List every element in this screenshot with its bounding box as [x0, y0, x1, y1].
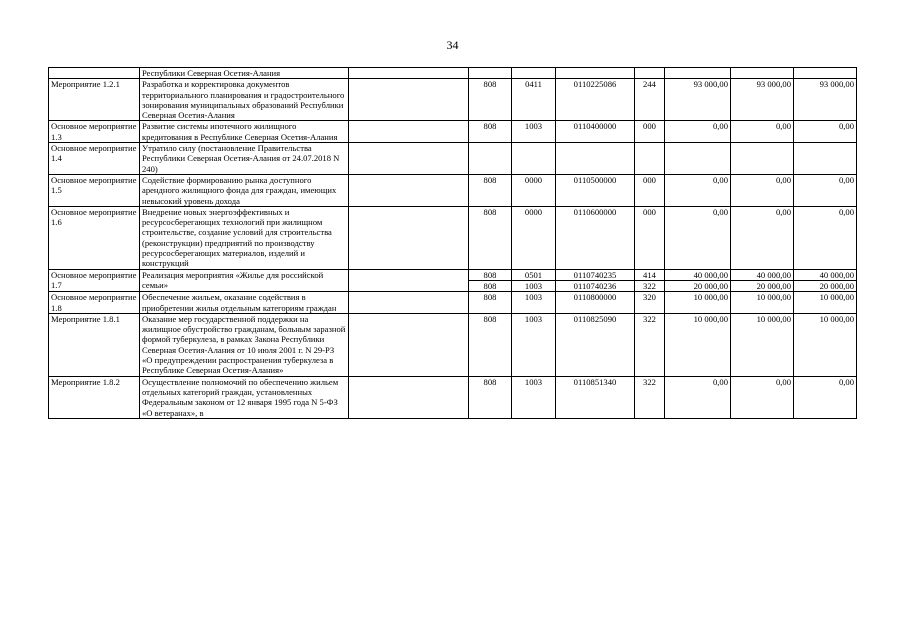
- expense-type-cell: 322: [635, 313, 665, 376]
- amount-year3-cell: 20 000,00: [794, 280, 857, 291]
- measure-description-cell: Обеспечение жильем, оказание содействия в приобретении жилья отдельным категориям граждан: [140, 292, 349, 314]
- executor-cell: [349, 376, 469, 418]
- executor-cell: [349, 313, 469, 376]
- expense-type-cell: 000: [635, 121, 665, 143]
- grbs-code-cell: 808: [469, 280, 512, 291]
- amount-year1-cell: 20 000,00: [665, 280, 731, 291]
- amount-year2-cell: 10 000,00: [731, 292, 794, 314]
- section-code-cell: 1003: [512, 292, 556, 314]
- section-code-cell: 1003: [512, 280, 556, 291]
- amount-year3-cell: 10 000,00: [794, 313, 857, 376]
- target-article-cell: 0110800000: [556, 292, 635, 314]
- table-row: [49, 313, 857, 376]
- amount-year3-cell: 40 000,00: [794, 269, 857, 280]
- table-body: [49, 68, 857, 419]
- budget-table: [48, 67, 857, 419]
- grbs-code-cell: 808: [469, 376, 512, 418]
- expense-type-cell: 000: [635, 174, 665, 206]
- target-article-cell: [556, 68, 635, 79]
- amount-year1-cell: 10 000,00: [665, 313, 731, 376]
- measure-name-cell: Мероприятие 1.8.1: [49, 313, 140, 376]
- measure-name-cell: Основное мероприятие 1.5: [49, 174, 140, 206]
- executor-cell: [349, 206, 469, 269]
- section-code-cell: 0501: [512, 269, 556, 280]
- executor-cell: [349, 79, 469, 121]
- expense-type-cell: 244: [635, 79, 665, 121]
- table-row: [49, 206, 857, 269]
- section-code-cell: [512, 68, 556, 79]
- measure-description-cell: Утратило силу (постановление Правительства Республики Северная Осетия-Алания от 24.07.2018 N 240): [140, 143, 349, 175]
- grbs-code-cell: [469, 143, 512, 175]
- target-article-cell: 0110825090: [556, 313, 635, 376]
- amount-year2-cell: 40 000,00: [731, 269, 794, 280]
- amount-year3-cell: 0,00: [794, 121, 857, 143]
- target-article-cell: 0110851340: [556, 376, 635, 418]
- amount-year1-cell: 40 000,00: [665, 269, 731, 280]
- measure-description-cell: Содействие формированию рынка доступного арендного жилищного фонда для граждан, имеющих невысокий уровень дохода: [140, 174, 349, 206]
- executor-cell: [349, 174, 469, 206]
- table-row: [49, 269, 857, 280]
- executor-cell: [349, 121, 469, 143]
- table-row: [49, 292, 857, 314]
- table-row: [49, 79, 857, 121]
- grbs-code-cell: [469, 68, 512, 79]
- amount-year1-cell: 93 000,00: [665, 79, 731, 121]
- amount-year1-cell: 10 000,00: [665, 292, 731, 314]
- amount-year3-cell: [794, 143, 857, 175]
- expense-type-cell: 000: [635, 206, 665, 269]
- table-row: [49, 121, 857, 143]
- expense-type-cell: 414: [635, 269, 665, 280]
- executor-cell: [349, 269, 469, 292]
- amount-year2-cell: 0,00: [731, 376, 794, 418]
- measure-description-cell: Оказание мер государственной поддержки на жилищное обустройство гражданам, больным заразной формой туберкулеза, в рамках Закона Республики Северная Осетия-Алания от 10 июля 2001 г. N 29-РЗ «О предупреждении распространения туберкулеза в Республике Северная Осетия-Алания»: [140, 313, 349, 376]
- measure-name-cell: Основное мероприятие 1.7: [49, 269, 140, 292]
- page-number: 34: [446, 38, 459, 52]
- amount-year2-cell: [731, 143, 794, 175]
- expense-type-cell: 322: [635, 280, 665, 291]
- grbs-code-cell: 808: [469, 269, 512, 280]
- target-article-cell: 0110400000: [556, 121, 635, 143]
- measure-name-cell: Мероприятие 1.2.1: [49, 79, 140, 121]
- amount-year1-cell: 0,00: [665, 121, 731, 143]
- executor-cell: [349, 68, 469, 79]
- amount-year2-cell: 0,00: [731, 206, 794, 269]
- measure-description-cell: Разработка и корректировка документов территориального планирования и градостроительного зонирования муниципальных образований Республики Северная Осетия-Алания: [140, 79, 349, 121]
- section-code-cell: 0000: [512, 206, 556, 269]
- amount-year1-cell: 0,00: [665, 376, 731, 418]
- amount-year2-cell: 0,00: [731, 174, 794, 206]
- amount-year2-cell: 0,00: [731, 121, 794, 143]
- measure-description-cell: Республики Северная Осетия-Алания: [140, 68, 349, 79]
- expense-type-cell: [635, 143, 665, 175]
- target-article-cell: 0110740236: [556, 280, 635, 291]
- amount-year2-cell: 93 000,00: [731, 79, 794, 121]
- expense-type-cell: 320: [635, 292, 665, 314]
- table-row: [49, 143, 857, 175]
- measure-description-cell: Осуществление полномочий по обеспечению жильем отдельных категорий граждан, установленных Федеральным законом от 12 января 1995 года N 5-ФЗ «О ветеранах», в: [140, 376, 349, 418]
- target-article-cell: 0110225086: [556, 79, 635, 121]
- section-code-cell: 0000: [512, 174, 556, 206]
- table-row: [49, 174, 857, 206]
- measure-name-cell: Основное мероприятие 1.8: [49, 292, 140, 314]
- measure-name-cell: Основное мероприятие 1.3: [49, 121, 140, 143]
- section-code-cell: 1003: [512, 376, 556, 418]
- target-article-cell: 0110740235: [556, 269, 635, 280]
- amount-year1-cell: [665, 68, 731, 79]
- grbs-code-cell: 808: [469, 79, 512, 121]
- expense-type-cell: [635, 68, 665, 79]
- measure-description-cell: Внедрение новых энергоэффективных и ресурсосберегающих технологий при жилищном строительстве, создание условий для строительства (реконструкции) предприятий по производству ресурсосберегающих материалов, изделий и конструкций: [140, 206, 349, 269]
- measure-name-cell: Основное мероприятие 1.6: [49, 206, 140, 269]
- measure-description-cell: Развитие системы ипотечного жилищного кредитования в Республике Северная Осетия-Алания: [140, 121, 349, 143]
- amount-year3-cell: 10 000,00: [794, 292, 857, 314]
- amount-year3-cell: 0,00: [794, 174, 857, 206]
- grbs-code-cell: 808: [469, 174, 512, 206]
- section-code-cell: [512, 143, 556, 175]
- target-article-cell: [556, 143, 635, 175]
- target-article-cell: 0110500000: [556, 174, 635, 206]
- table-row: [49, 68, 857, 79]
- target-article-cell: 0110600000: [556, 206, 635, 269]
- amount-year1-cell: 0,00: [665, 206, 731, 269]
- amount-year1-cell: 0,00: [665, 174, 731, 206]
- executor-cell: [349, 292, 469, 314]
- grbs-code-cell: 808: [469, 206, 512, 269]
- amount-year3-cell: 0,00: [794, 206, 857, 269]
- amount-year3-cell: [794, 68, 857, 79]
- section-code-cell: 1003: [512, 313, 556, 376]
- amount-year2-cell: 10 000,00: [731, 313, 794, 376]
- measure-name-cell: [49, 68, 140, 79]
- measure-name-cell: Мероприятие 1.8.2: [49, 376, 140, 418]
- amount-year3-cell: 0,00: [794, 376, 857, 418]
- grbs-code-cell: 808: [469, 292, 512, 314]
- section-code-cell: 1003: [512, 121, 556, 143]
- amount-year2-cell: [731, 68, 794, 79]
- measure-description-cell: Реализация мероприятия «Жилье для российской семьи»: [140, 269, 349, 292]
- measure-name-cell: Основное мероприятие 1.4: [49, 143, 140, 175]
- executor-cell: [349, 143, 469, 175]
- amount-year1-cell: [665, 143, 731, 175]
- expense-type-cell: 322: [635, 376, 665, 418]
- table-row: [49, 376, 857, 418]
- section-code-cell: 0411: [512, 79, 556, 121]
- grbs-code-cell: 808: [469, 313, 512, 376]
- grbs-code-cell: 808: [469, 121, 512, 143]
- amount-year2-cell: 20 000,00: [731, 280, 794, 291]
- amount-year3-cell: 93 000,00: [794, 79, 857, 121]
